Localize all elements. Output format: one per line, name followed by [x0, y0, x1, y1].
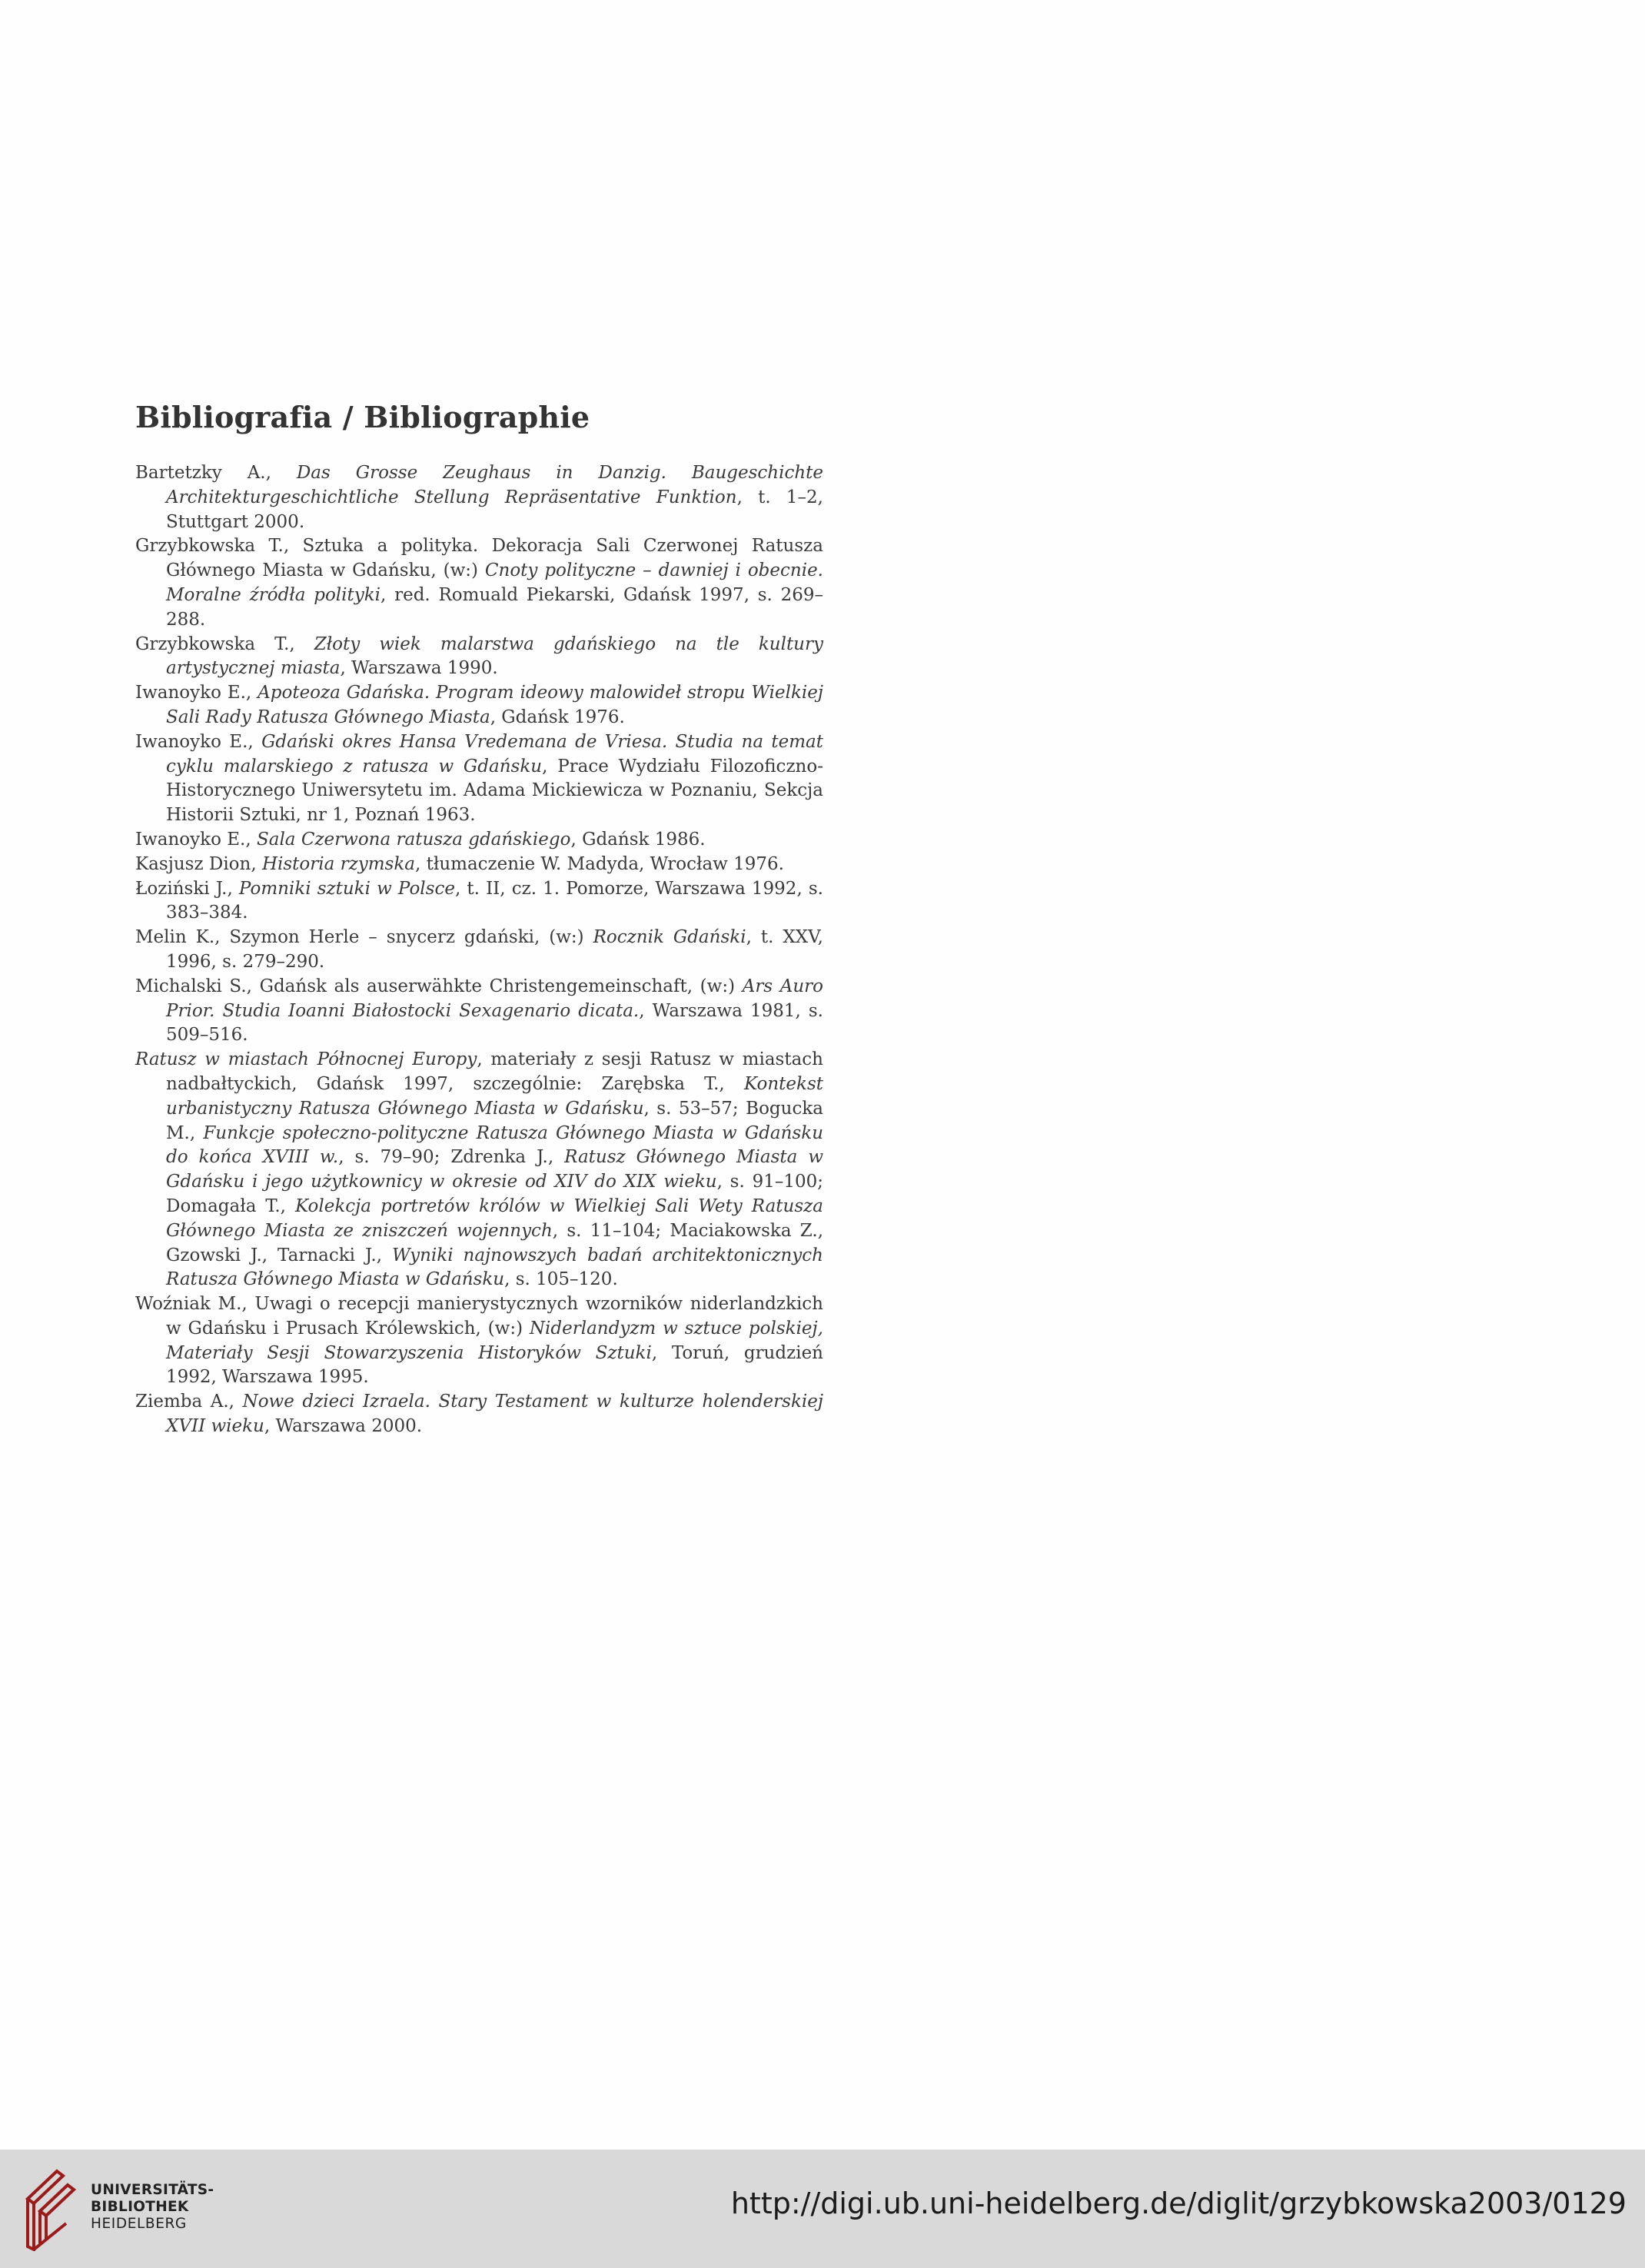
bibliography-entry [135, 853, 823, 877]
entry-title: Funkcje społeczno-polityczne Ratusza Głównego Miasta w Gdańsku do końca XVIII w. [166, 1122, 824, 1168]
university-library-logo-icon[interactable] [17, 2167, 86, 2251]
entry-title: Niderlandyzm w sztuce polskiej, Materiały Sesji Stowarzyszenia Historyków Sztuki [166, 1318, 823, 1363]
footer-bar [0, 2150, 1645, 2268]
page-heading: Bibliografia / Bibliographie [135, 400, 590, 434]
bibliography-entry [135, 461, 823, 534]
entry-text: , materiały z sesji Ratusz w miastach nadbałtyckich, Gdańsk 1997, szczególnie: Zarębska T., [166, 1049, 823, 1094]
entry-text: , tłumaczenie W. Madyda, Wrocław 1976. [415, 853, 784, 874]
bibliography-entry [135, 926, 823, 975]
bibliography-entry [135, 1048, 823, 1292]
entry-title: Nowe dzieci Izraela. Stary Testament w kulturze holenderskiej XVII wieku [166, 1392, 823, 1437]
entry-text: Łoziński J., [135, 878, 239, 899]
entry-title: Złoty wiek malarstwa gdańskiego na tle kultury artystycznej miasta [166, 634, 823, 679]
library-name-line1: UNIVERSITÄTS- [91, 2182, 214, 2198]
entry-text: , s. 79–90; Zdrenka J., [338, 1147, 565, 1168]
entry-text: , s. 105–120. [504, 1269, 618, 1290]
bibliography-entry [135, 975, 823, 1048]
bibliography-entry [135, 681, 823, 730]
entry-text: , t. 1–2, Stuttgart 2000. [166, 487, 823, 532]
bibliography-list [135, 461, 823, 1439]
entry-text: , s. 91–100; Domagała T., [166, 1172, 823, 1216]
entry-title: Wyniki najnowszych badań architektonicznych Ratusza Głównego Miasta w Gdańsku [166, 1245, 823, 1290]
library-name-line3: HEIDELBERG [91, 2216, 187, 2232]
entry-text: Grzybkowska T., [135, 634, 314, 654]
entry-title: Sala Czerwona ratusza gdańskiego [256, 829, 571, 850]
entry-text: , Toruń, grudzień 1992, Warszawa 1995. [166, 1342, 823, 1388]
bibliography-entry [135, 534, 823, 632]
entry-text: Kasjusz Dion, [135, 853, 262, 874]
entry-title: Ars Auro Prior. Studia Ioanni Białostocki Sexagenario dicata. [166, 976, 824, 1021]
entry-text: , red. Romuald Piekarski, Gdańsk 1997, s. 269–288. [166, 584, 824, 630]
entry-text: , t. II, cz. 1. Pomorze, Warszawa 1992, s. 383–384. [166, 878, 823, 923]
entry-text: , s. 11–104; Maciakowska Z., Gzowski J., Tarnacki J., [166, 1220, 824, 1265]
bibliography-entry [135, 828, 823, 853]
entry-title: Cnoty polityczne – dawniej i obecnie. Moralne źródła polityki [166, 560, 823, 605]
entry-text: Michalski S., Gdańsk als auserwähkte Christengemeinschaft, (w:) [135, 976, 743, 996]
page-url-link[interactable]: http://digi.ub.uni-heidelberg.de/diglit/grzybkowska2003/0129 [730, 2187, 1627, 2220]
entry-title: Das Grosse Zeughaus in Danzig. Baugeschichte Architekturgeschichtliche Stellung Repräsentative Funktion [166, 463, 823, 507]
library-name[interactable] [91, 2182, 214, 2233]
entry-title: Gdański okres Hansa Vredemana de Vriesa. Studia na temat cyklu malarskiego z ratusza w Gdańsku [166, 731, 824, 777]
entry-text: Grzybkowska T., Sztuka a polityka. Dekoracja Sali Czerwonej Ratusza Głównego Miasta w Gdańsku, (w:) [135, 536, 823, 581]
entry-title: Kolekcja portretów królów w Wielkiej Sali Wety Ratusza Głównego Miasta ze zniszczeń wojennych [166, 1196, 823, 1241]
entry-text: Iwanoyko E., [135, 683, 258, 703]
entry-text: Melin K., Szymon Herle – snycerz gdański, (w:) [135, 927, 593, 948]
bibliography-entry [135, 1390, 823, 1439]
entry-title: Rocznik Gdański [593, 927, 746, 948]
entry-title: Historia rzymska [261, 853, 416, 874]
entry-title: Apoteoza Gdańska. Program ideowy malowideł stropu Wielkiej Sali Rady Ratusza Głównego Miasta [166, 683, 823, 727]
entry-text: Woźniak M., Uwagi o recepcji manierystycznych wzorników niderlandzkich w Gdańsku i Prusach Królewskich, (w:) [135, 1294, 823, 1339]
entry-text: Ziemba A., [135, 1392, 243, 1412]
entry-title: Kontekst urbanistyczny Ratusza Głównego Miasta w Gdańsku [166, 1073, 823, 1119]
library-name-line2: BIBLIOTHEK [91, 2199, 189, 2215]
entry-text: Iwanoyko E., [135, 829, 257, 850]
entry-title: Pomniki sztuki w Polsce [238, 878, 455, 899]
entry-text: , Warszawa 1981, s. 509–516. [166, 1000, 823, 1046]
entry-text: Bartetzky A., [135, 463, 297, 483]
bibliography-entry [135, 1292, 823, 1390]
entry-title: Ratusz Głównego Miasta w Gdańsku i jego użytkownicy w okresie od XIV do XIX wieku [166, 1147, 824, 1192]
entry-text: , Gdańsk 1976. [490, 707, 625, 727]
bibliography-entry [135, 633, 823, 682]
entry-text: , Prace Wydziału Filozoficzno-Historycznego Uniwersytetu im. Adama Mickiewicza w Poznaniu, Sekcja Historii Sztuki, nr 1, Poznań 1963. [166, 756, 823, 826]
bibliography-entry [135, 877, 823, 926]
entry-text: Iwanoyko E., [135, 731, 262, 752]
entry-text: , s. 53–57; Bogucka M., [166, 1098, 823, 1143]
entry-text: , Warszawa 1990. [340, 658, 498, 679]
entry-title: Ratusz w miastach Północnej Europy [135, 1049, 477, 1070]
bibliography-entry [135, 730, 823, 828]
entry-text: , Warszawa 2000. [264, 1416, 423, 1437]
entry-text: , Gdańsk 1986. [570, 829, 706, 850]
entry-text: , t. XXV, 1996, s. 279–290. [166, 927, 823, 972]
